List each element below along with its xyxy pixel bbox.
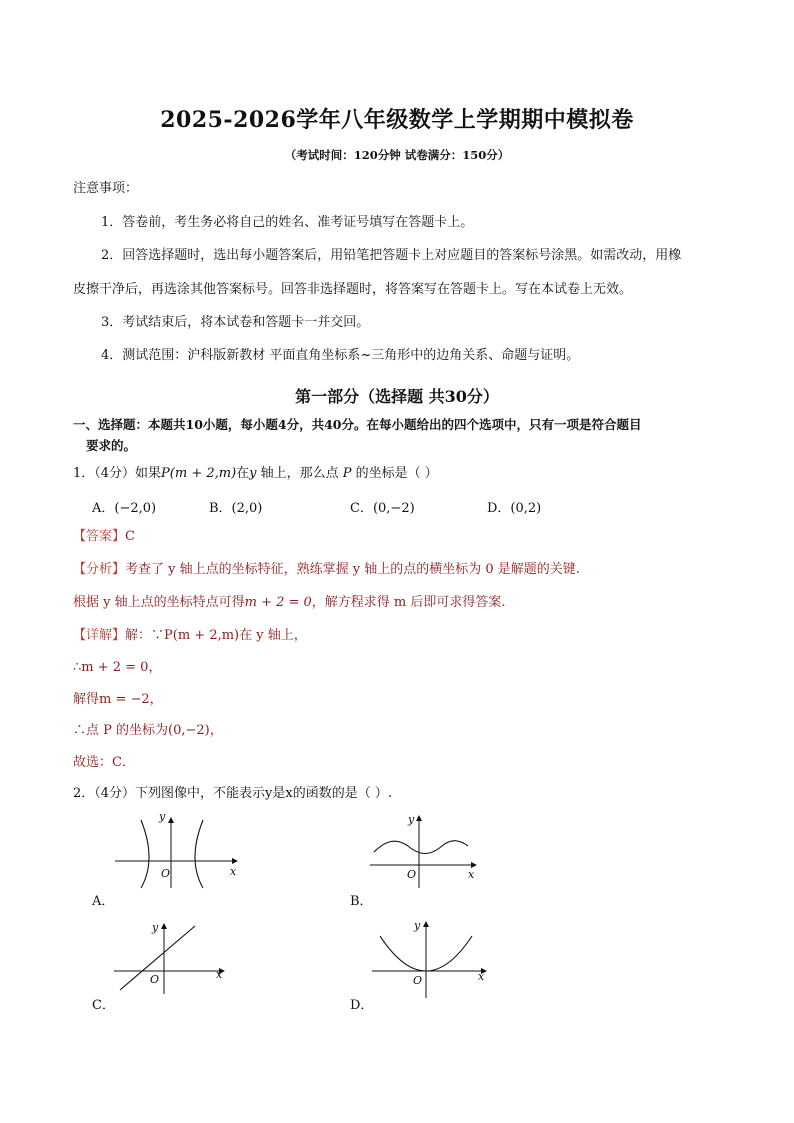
q2-graph-b xyxy=(364,812,484,890)
q1-detail-line3: 解得m = −2， xyxy=(73,692,163,707)
q2-c-origin: O xyxy=(150,973,160,986)
q1-option-a: A．(−2,0) xyxy=(92,501,157,516)
q2-b-y-label: y xyxy=(408,813,415,826)
q2-label-c: C． xyxy=(92,998,115,1013)
q1-option-d: D．(0,2) xyxy=(487,501,542,516)
q2-c-y-label: y xyxy=(152,921,159,934)
q1-detail-line5: 故选：C． xyxy=(73,755,135,770)
notice-item-3: 3．考试结束后，将本试卷和答题卡一并交回。 xyxy=(101,315,370,330)
q2-a-x-label: x xyxy=(230,865,237,878)
q2-b-x-label: x xyxy=(468,868,475,881)
q2-c-x-label: x xyxy=(216,968,223,981)
q1-answer: 【答案】C xyxy=(73,529,135,544)
notice-item-2-cont: 皮擦干净后，再选涂其他答案标号。回答非选择题时，将答案写在答题卡上。写在本试卷上无效。 xyxy=(73,282,633,297)
section-intro-1: 一、选择题：本题共10小题，每小题4分，共40分。在每小题给出的四个选项中，只有一项是符合题目 xyxy=(73,417,642,432)
q2-graph-d xyxy=(368,918,492,1000)
q2-label-a: A． xyxy=(92,894,115,909)
q2-a-y-label: y xyxy=(159,812,166,823)
section-title: 第一部分（选择题 共30分） xyxy=(295,387,499,406)
exam-info: （考试时间：120分钟 试卷满分：150分） xyxy=(284,148,510,162)
section-intro-2: 要求的。 xyxy=(86,438,137,453)
q1-analysis: 【分析】考查了 y 轴上点的坐标特征，熟练掌握 y 轴上的点的横坐标为 0 是解题的关键. xyxy=(73,562,580,577)
q1-stem: 1．（4分）如果P(m + 2,m)在y 轴上，那么点 P 的坐标是（ ） xyxy=(73,466,438,481)
q2-graph-a xyxy=(105,812,245,890)
q2-stem: 2．（4分）下列图像中，不能表示y是x的函数的是（ ）. xyxy=(73,786,392,801)
q2-d-y-label: y xyxy=(414,919,421,932)
notice-heading: 注意事项： xyxy=(73,181,139,196)
q1-detail: 【详解】解：∵P(m + 2,m)在 y 轴上， xyxy=(73,628,307,643)
notice-item-4: 4．测试范围：沪科版新教材 平面直角坐标系~三角形中的边角关系、命题与证明。 xyxy=(101,348,580,363)
notice-item-2: 2．回答选择题时，选出每小题答案后，用铅笔把答题卡上对应题目的答案标号涂黑。如需改动，用橡 xyxy=(101,248,682,263)
q2-a-origin: O xyxy=(161,867,171,880)
q2-b-origin: O xyxy=(407,868,417,881)
q1-option-c: C．(0,−2) xyxy=(350,501,415,516)
q1-detail-line4: ∴点 P 的坐标为(0,−2)， xyxy=(73,723,223,738)
q2-d-origin: O xyxy=(413,974,423,987)
q2-graph-c xyxy=(110,918,230,996)
q1-analysis-line2: 根据 y 轴上点的坐标特点可得m + 2 = 0，解方程求得 m 后即可求得答案. xyxy=(73,595,506,610)
q2-d-x-label: x xyxy=(478,970,485,983)
page-title: 2025-2026学年八年级数学上学期期中模拟卷 xyxy=(160,107,634,133)
q2-label-d: D． xyxy=(350,998,374,1013)
q1-detail-line2: ∴m + 2 = 0， xyxy=(73,660,162,675)
q2-label-b: B． xyxy=(350,894,373,909)
q1-option-b: B．(2,0) xyxy=(209,501,263,516)
notice-item-1: 1．答卷前，考生务必将自己的姓名、准考证号填写在答题卡上。 xyxy=(101,215,474,230)
